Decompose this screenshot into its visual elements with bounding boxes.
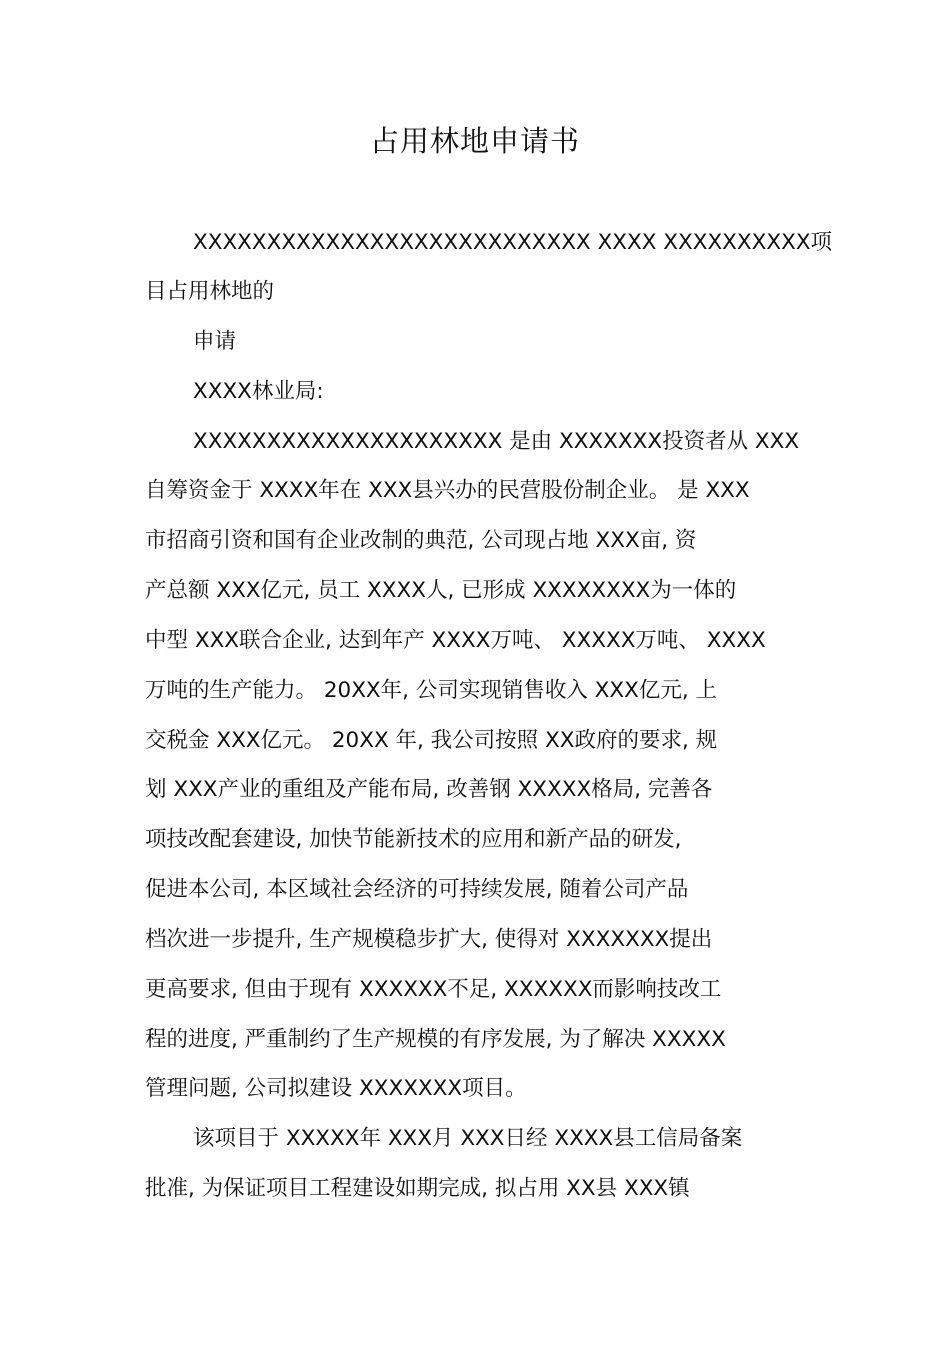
paragraph-line: 万吨的生产能力。 20XX年, 公司实现销售收入 XXX亿元, 上	[145, 678, 718, 703]
paragraph-line: 程的进度, 严重制约了生产规模的有序发展, 为了解决 XXXXX	[145, 1027, 726, 1052]
paragraph-line: 申请	[193, 329, 237, 354]
salutation-line: XXXX林业局:	[193, 379, 324, 404]
paragraph-line: 促进本公司, 本区域社会经济的可持续发展, 随着公司产品	[145, 877, 689, 902]
paragraph-line: 目占用林地的	[145, 279, 275, 304]
paragraph-line: 自筹资金于 XXXX年在 XXX县兴办的民营股份制企业。 是 XXX	[145, 478, 750, 503]
paragraph-line: XXXXXXXXXXXXXXXXXXXXXXXXXXX XXXX XXXXXXXXXX项	[193, 230, 833, 255]
paragraph-line: 批准, 为保证项目工程建设如期完成, 拟占用 XX县 XXX镇	[145, 1176, 690, 1201]
paragraph-line: 管理问题, 公司拟建设 XXXXXXX项目。	[145, 1076, 527, 1101]
paragraph-line: 项技改配套建设, 加快节能新技术的应用和新产品的研发,	[145, 827, 682, 852]
paragraph-line: 更高要求, 但由于现有 XXXXXX不足, XXXXXX而影响技改工	[145, 977, 722, 1002]
paragraph-line: 档次进一步提升, 生产规模稳步扩大, 使得对 XXXXXXX提出	[145, 927, 713, 952]
document-title: 占用林地申请书	[369, 124, 580, 158]
paragraph-line: 划 XXX产业的重组及产能布局, 改善钢 XXXXX格局, 完善各	[145, 777, 713, 802]
paragraph-line: 交税金 XXX亿元。 20XX 年, 我公司按照 XX政府的要求, 规	[145, 728, 718, 753]
paragraph-line: XXXXXXXXXXXXXXXXXXXXX 是由 XXXXXXX投资者从 XXX	[193, 429, 800, 454]
paragraph-line: 市招商引资和国有企业改制的典范, 公司现占地 XXX亩, 资	[145, 528, 697, 553]
paragraph-line: 中型 XXX联合企业, 达到年产 XXXX万吨、 XXXXX万吨、 XXXX	[145, 628, 766, 653]
paragraph-line: 该项目于 XXXXX年 XXX月 XXX日经 XXXX县工信局备案	[193, 1126, 743, 1151]
paragraph-line: 产总额 XXX亿元, 员工 XXXX人, 已形成 XXXXXXXX为一体的	[145, 578, 737, 603]
